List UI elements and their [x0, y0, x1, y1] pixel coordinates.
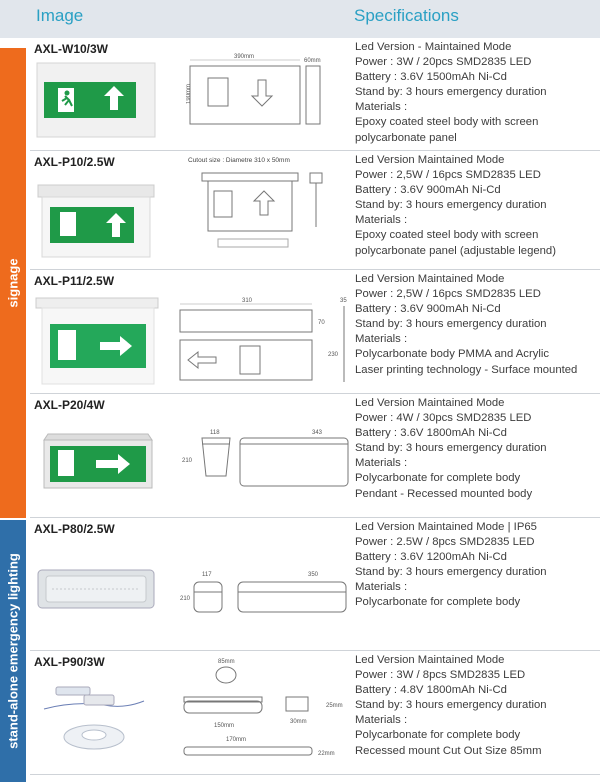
spec-line: Battery : 3.6V 1500mAh Ni-Cd [355, 71, 507, 84]
dimension-label: 60mm [304, 58, 321, 64]
spec-line: Materials : [355, 714, 408, 727]
spec-line: Battery : 3.6V 900mAh Ni-Cd [355, 184, 501, 197]
dimension-label: 210 [182, 458, 193, 464]
spec-list [355, 653, 547, 759]
spec-line: Power : 2,5W / 16pcs SMD2835 LED [355, 288, 541, 301]
dimension-label: 230 [328, 352, 339, 358]
spec-line: Led Version Maintained Mode [355, 397, 505, 409]
product-model: AXL-W10/3W [34, 42, 109, 56]
product-row-axl-p10 [30, 151, 600, 270]
spec-line: polycarbonate panel (adjustable legend) [355, 244, 556, 257]
spec-line: Polycarbonate for complete body [355, 596, 521, 609]
dimension-label: 350 [308, 572, 319, 578]
dimension-label: 310 [242, 298, 253, 304]
signage-category-bar [0, 48, 26, 518]
dimension-label: 170mm [226, 737, 247, 743]
spec-line: Power : 4W / 30pcs SMD2835 LED [355, 412, 532, 425]
spec-line: Laser printing technology - Surface mounted [355, 363, 578, 376]
cutout-note: Cutout size : Diametre 310 x 50mm [188, 157, 290, 164]
spec-list [355, 396, 547, 502]
spec-line: Stand by: 3 hours emergency duration [355, 86, 547, 99]
product-photo [34, 681, 158, 771]
spec-line: Polycarbonate body PMMA and Acrylic [355, 348, 550, 361]
spec-line: Battery : 3.6V 1800mAh Ni-Cd [355, 427, 507, 440]
product-model: AXL-P90/3W [34, 655, 105, 669]
spec-line: Led Version Maintained Mode | IP65 [355, 521, 537, 533]
image-column-header: Image [36, 6, 84, 25]
product-photo [36, 175, 156, 265]
spec-line: Pendant - Recessed mounted body [355, 487, 533, 500]
product-photo [32, 292, 162, 390]
product-row-axl-p80 [30, 518, 600, 651]
product-model: AXL-P80/2.5W [34, 522, 115, 536]
spec-line: Materials : [355, 333, 408, 346]
spec-line: Led Version - Maintained Mode [355, 41, 512, 53]
technical-drawing [180, 570, 350, 620]
product-model: AXL-P11/2.5W [34, 274, 115, 288]
technical-drawing [186, 48, 326, 138]
spec-line: Led Version Maintained Mode [355, 654, 505, 666]
table-header [0, 0, 600, 38]
dimension-label: 30mm [290, 719, 307, 725]
spec-line: Stand by: 3 hours emergency duration [355, 699, 547, 712]
spec-line: Battery : 3.6V 900mAh Ni-Cd [355, 303, 501, 316]
product-model: AXL-P10/2.5W [34, 155, 115, 169]
spec-line: Recessed mount Cut Out Size 85mm [355, 744, 542, 757]
spec-line: Stand by: 3 hours emergency duration [355, 199, 547, 212]
technical-drawing [198, 169, 348, 259]
specifications-column-header: Specifications [354, 6, 459, 25]
standalone-category-label: stand-alone emergency lighting [5, 553, 21, 749]
spec-line: Power : 3W / 8pcs SMD2835 LED [355, 669, 526, 682]
spec-line: Battery : 3.6V 1200mAh Ni-Cd [355, 551, 507, 564]
spec-line: Stand by: 3 hours emergency duration [355, 566, 547, 579]
dimension-label: 118 [210, 430, 220, 436]
technical-drawing [180, 657, 350, 769]
dimension-label: 390mm [234, 54, 255, 60]
spec-line: Power : 2.5W / 8pcs SMD2835 LED [355, 536, 535, 549]
product-row-axl-p11 [30, 270, 600, 394]
spec-list [355, 272, 577, 378]
signage-category-label: signage [5, 258, 21, 308]
standalone-category-bar [0, 520, 26, 782]
spec-list [355, 40, 547, 146]
dimension-label: 25mm [326, 703, 343, 709]
spec-line: Led Version Maintained Mode [355, 154, 505, 166]
technical-drawing [180, 428, 350, 494]
product-row-axl-w10 [30, 38, 600, 151]
dimension-label: 70 [318, 320, 325, 326]
spec-line: Stand by: 3 hours emergency duration [355, 442, 547, 455]
spec-line: Materials : [355, 581, 408, 594]
product-row-axl-p90 [30, 651, 600, 775]
product-photo [36, 566, 156, 612]
dimension-label: 150mm [214, 723, 235, 729]
spec-line: Polycarbonate for complete body [355, 729, 521, 742]
spec-list [355, 153, 556, 259]
dimension-label: 85mm [218, 659, 235, 665]
dimension-label: 22mm [318, 751, 335, 757]
dimension-label: 190mm [186, 83, 192, 104]
spec-line: Stand by: 3 hours emergency duration [355, 318, 547, 331]
dimension-label: 343 [312, 430, 323, 436]
spec-list [355, 520, 547, 611]
spec-line: Epoxy coated steel body with screen [355, 229, 539, 242]
dimension-label: 210 [180, 596, 191, 602]
dimension-label: 117 [202, 572, 212, 578]
spec-line: Power : 2,5W / 16pcs SMD2835 LED [355, 169, 541, 182]
product-row-axl-p20 [30, 394, 600, 518]
spec-line: Battery : 4.8V 1800mAh Ni-Cd [355, 684, 507, 697]
spec-line: Polycarbonate for complete body [355, 472, 521, 485]
spec-line: Materials : [355, 101, 408, 114]
product-photo [36, 62, 156, 138]
product-photo [38, 430, 158, 494]
spec-line: Materials : [355, 457, 408, 470]
spec-line: Epoxy coated steel body with screen [355, 116, 539, 129]
product-model: AXL-P20/4W [34, 398, 105, 412]
spec-line: Led Version Maintained Mode [355, 273, 505, 285]
spec-line: polycarbonate panel [355, 131, 457, 144]
spec-line: Materials : [355, 214, 408, 227]
spec-line: Power : 3W / 20pcs SMD2835 LED [355, 56, 532, 69]
dimension-label: 35 [340, 298, 347, 304]
technical-drawing [178, 296, 354, 390]
